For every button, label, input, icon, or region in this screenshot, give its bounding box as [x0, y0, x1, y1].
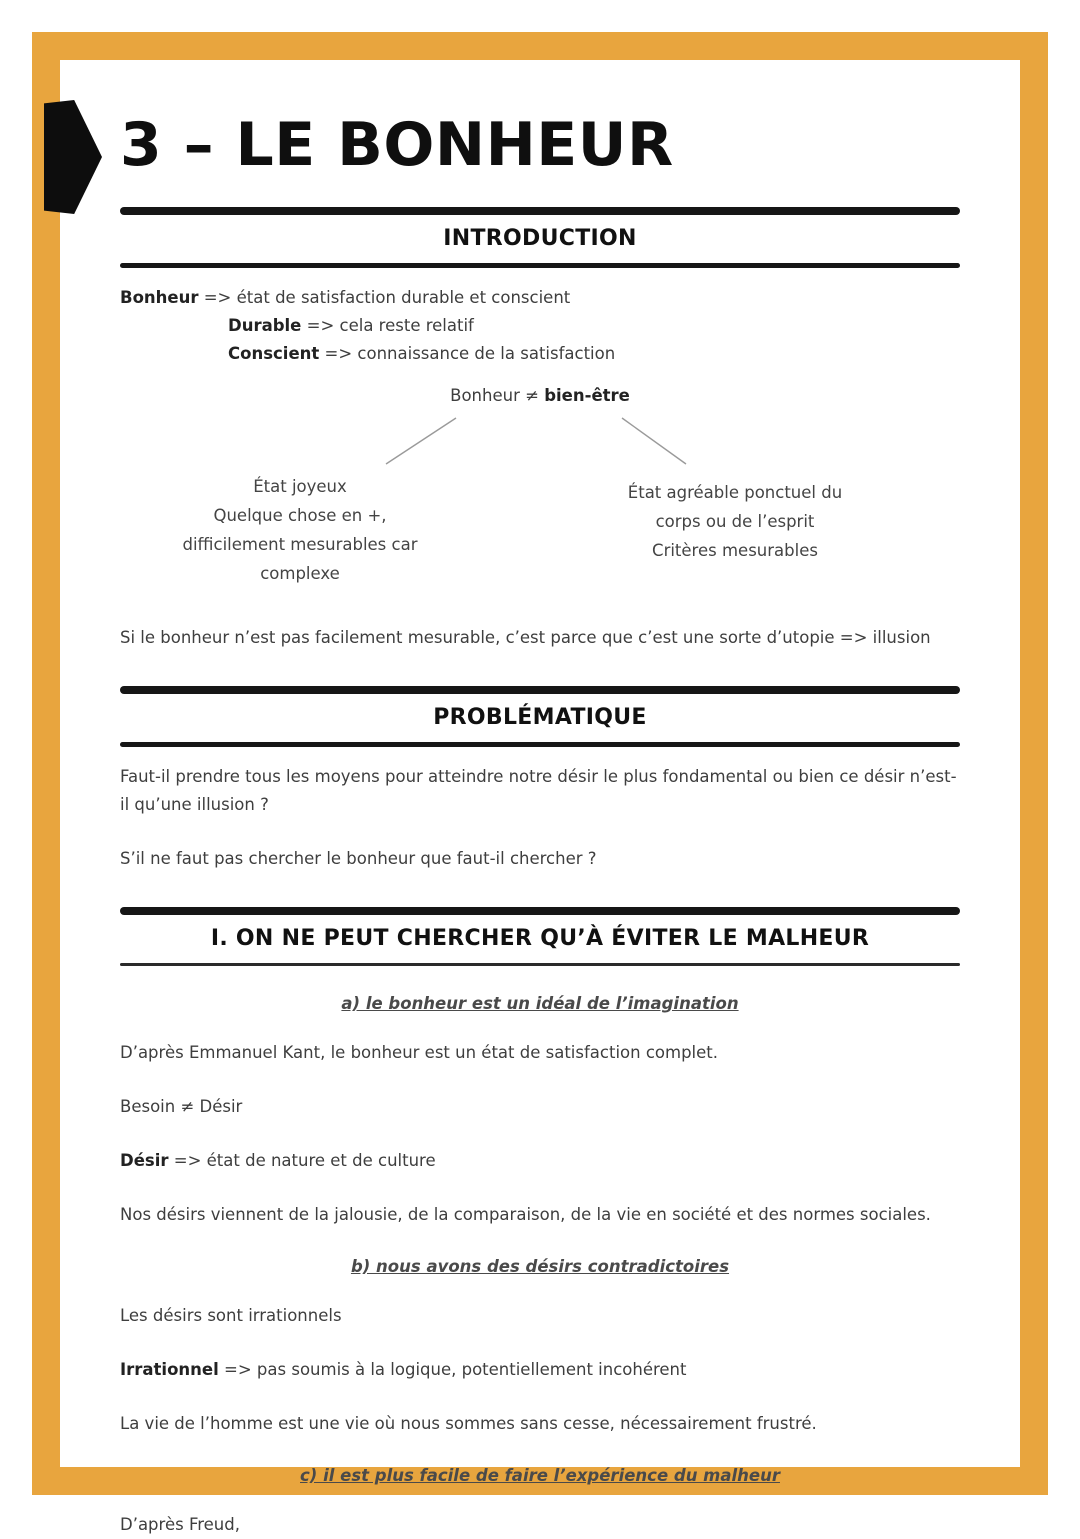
definition-durable	[228, 312, 960, 340]
heading-introduction: INTRODUCTION	[443, 226, 637, 251]
diagram-right-line: corps ou de l’esprit	[655, 512, 815, 531]
page-title: 3 – LE BONHEUR	[120, 110, 674, 180]
term-desir: Désir	[120, 1151, 169, 1170]
paragraph-problematique-1: Faut-il prendre tous les moyens pour atteindre notre désir le plus fondamental ou bien ce désir n’est-il qu’une illusion ?	[120, 767, 957, 814]
subheading-a: a) le bonheur est un idéal de l’imagination	[341, 994, 739, 1013]
definition-desir	[120, 1147, 960, 1175]
diagram-left-branch	[140, 472, 460, 588]
term-bonheur: Bonheur	[120, 288, 199, 307]
diagram-label	[120, 386, 960, 412]
definition-bonheur-text: => état de satisfaction durable et conscient	[198, 288, 571, 307]
diagram-right-branch	[585, 478, 885, 565]
term-irrationnel: Irrationnel	[120, 1360, 219, 1379]
divider-top-introduction	[120, 207, 960, 215]
divider-bottom-problematique	[120, 742, 960, 747]
connector-lines	[120, 414, 960, 470]
diagram-left-line: complexe	[260, 564, 340, 583]
paragraph-desirs-irrationnels: Les désirs sont irrationnels	[120, 1306, 342, 1325]
paragraph-frustration: La vie de l’homme est une vie où nous sommes sans cesse, nécessairement frustré.	[120, 1414, 817, 1433]
heading-section1: I. ON NE PEUT CHERCHER QU’À ÉVITER LE MALHEUR	[210, 926, 870, 951]
divider-top-problematique	[120, 686, 960, 694]
paragraph-normes-sociales: Nos désirs viennent de la jalousie, de la comparaison, de la vie en société et des normes sociales.	[120, 1205, 931, 1224]
document-content	[120, 105, 960, 1539]
diagram-left-line: État joyeux	[253, 477, 347, 496]
divider-bottom-section1	[120, 963, 960, 966]
intro-definitions	[120, 284, 960, 368]
diagram-label-normal: Bonheur ≠	[450, 386, 545, 405]
paragraph-besoin-desir: Besoin ≠ Désir	[120, 1097, 243, 1116]
diagram-label-bold: bien-être	[544, 386, 630, 405]
subheading-c: c) il est plus facile de faire l’expérience du malheur	[300, 1466, 780, 1485]
diagram-right-line: Critères mesurables	[652, 541, 818, 560]
diagram-left-line: difficilement mesurables car	[182, 535, 418, 554]
definition-bonheur	[120, 284, 960, 312]
divider-top-section1	[120, 907, 960, 915]
definition-durable-text: => cela reste relatif	[301, 316, 474, 335]
bonheur-bienetre-diagram	[120, 386, 960, 598]
definition-conscient	[228, 340, 960, 368]
paragraph-problematique-2: S’il ne faut pas chercher le bonheur que faut-il chercher ?	[120, 849, 597, 868]
paragraph-freud: D’après Freud,	[120, 1515, 240, 1534]
term-conscient: Conscient	[228, 344, 320, 363]
diagram-right-line: État agréable ponctuel du	[627, 483, 843, 502]
definition-irrationnel-text: => pas soumis à la logique, potentiellement incohérent	[218, 1360, 687, 1379]
term-durable: Durable	[228, 316, 302, 335]
paragraph-kant: D’après Emmanuel Kant, le bonheur est un état de satisfaction complet.	[120, 1043, 718, 1062]
divider-bottom-introduction	[120, 263, 960, 268]
definition-conscient-text: => connaissance de la satisfaction	[319, 344, 616, 363]
paragraph-utopie: Si le bonheur n’est pas facilement mesurable, c’est parce que c’est une sorte d’utopie => illusion	[120, 628, 931, 647]
heading-problematique: PROBLÉMATIQUE	[433, 705, 647, 730]
definition-irrationnel	[120, 1356, 960, 1384]
subheading-b: b) nous avons des désirs contradictoires	[350, 1257, 730, 1276]
diagram-left-line: Quelque chose en +,	[213, 506, 387, 525]
definition-desir-text: => état de nature et de culture	[168, 1151, 436, 1170]
